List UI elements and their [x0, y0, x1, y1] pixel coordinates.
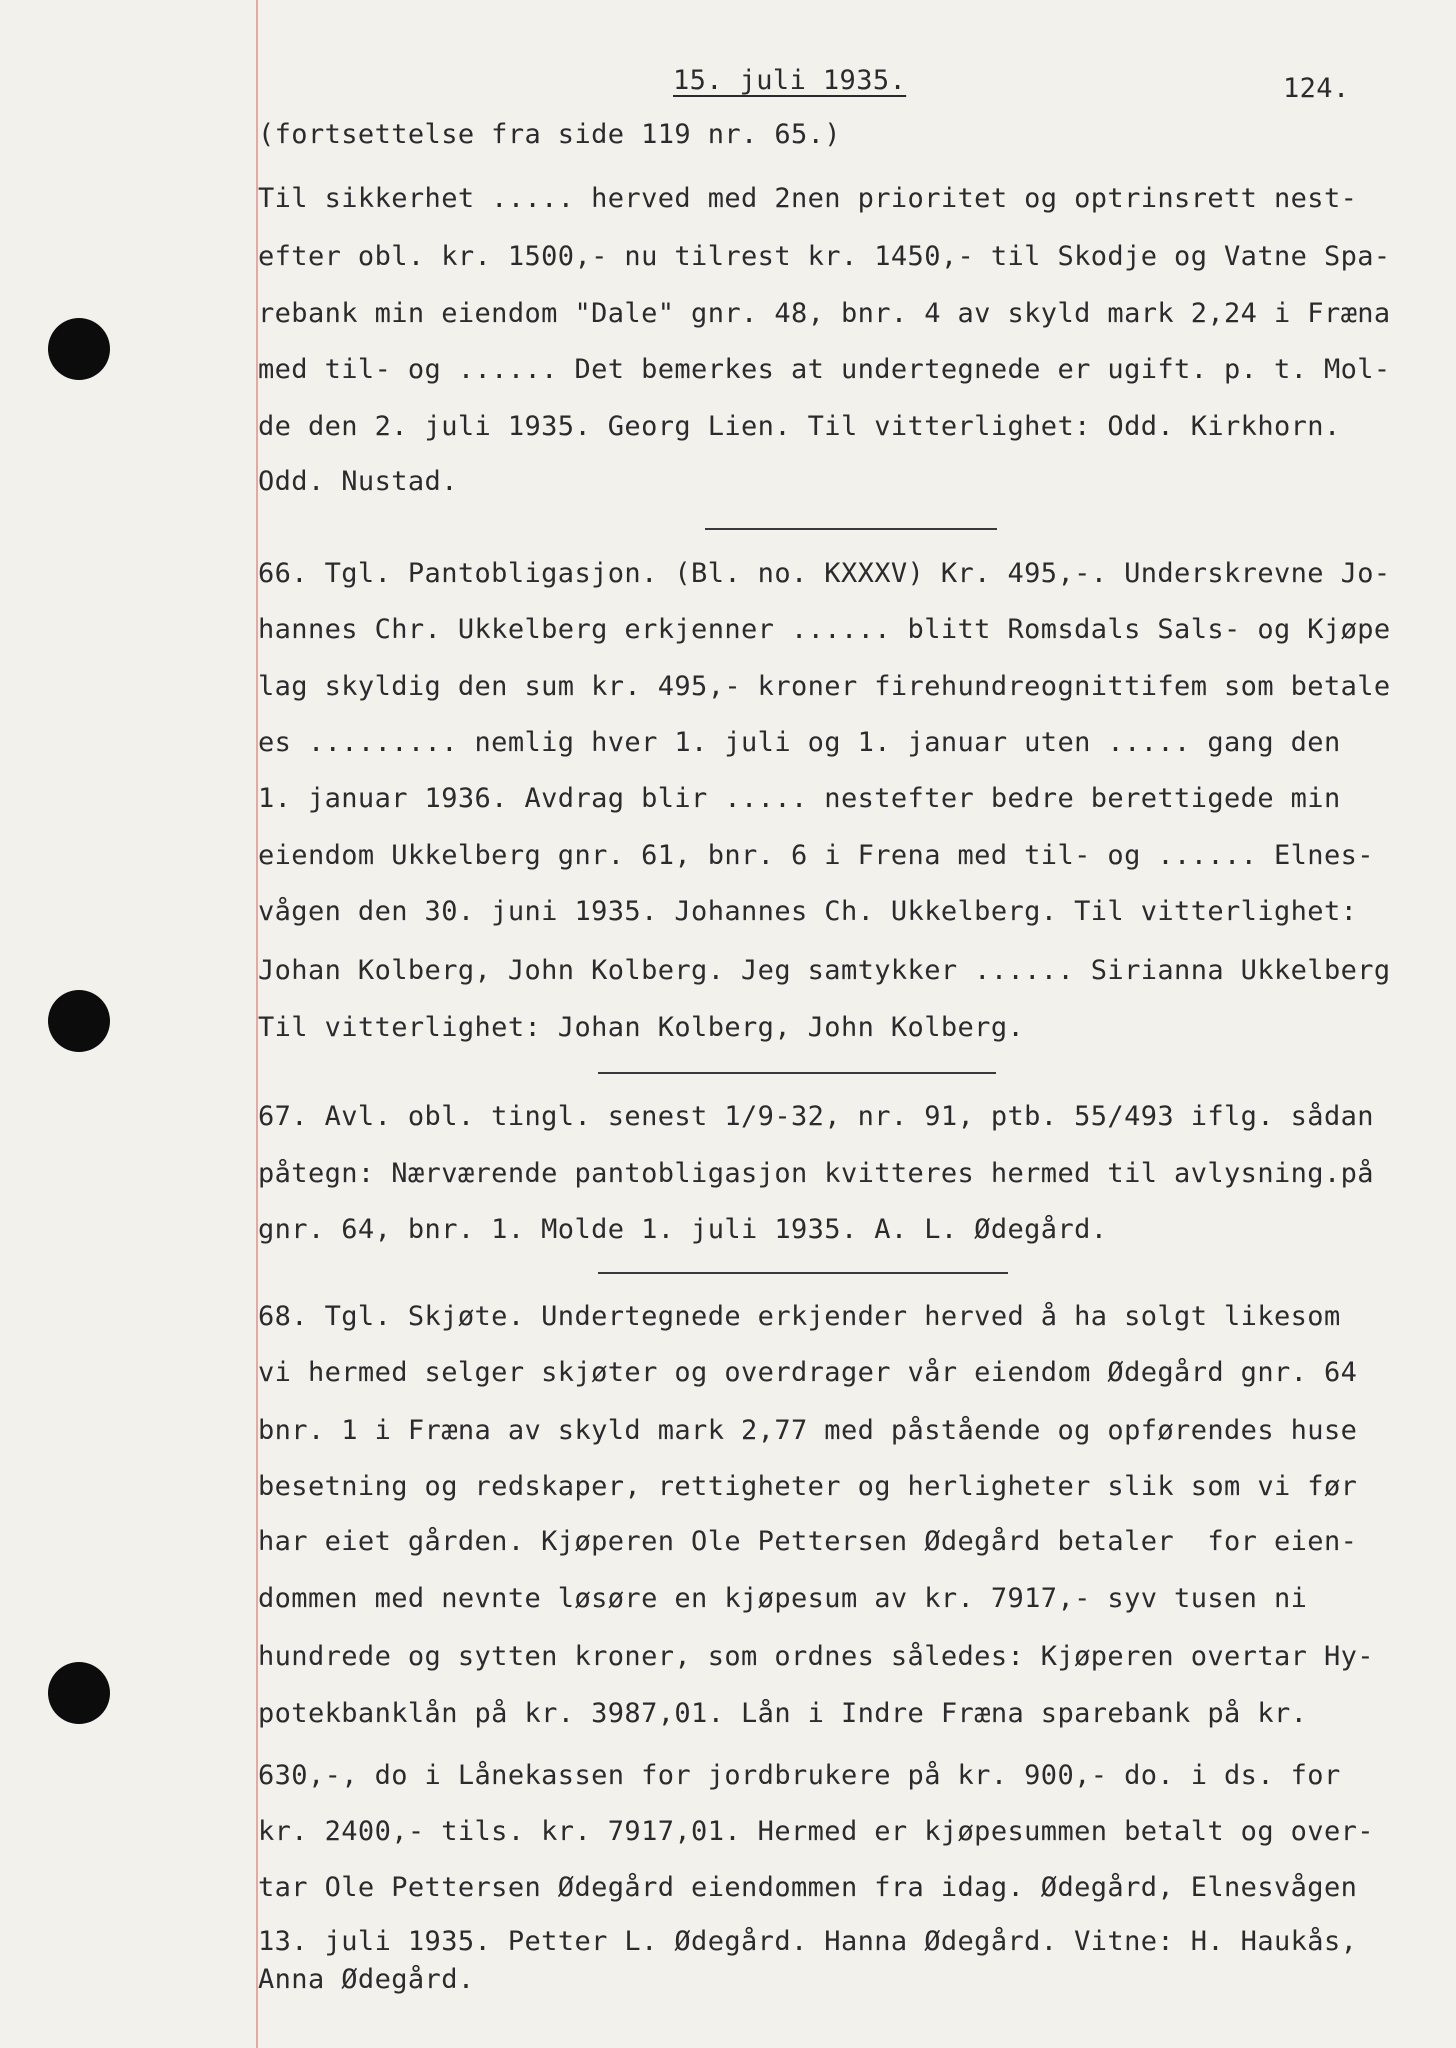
punch-hole [48, 1662, 110, 1724]
text-line: har eiet gården. Kjøperen Ole Pettersen Ødegård betaler for eien- [258, 1526, 1358, 1557]
text-line: vi hermed selger skjøter og overdrager vår eiendom Ødegård gnr. 64 [258, 1357, 1358, 1388]
text-line: de den 2. juli 1935. Georg Lien. Til vitterlighet: Odd. Kirkhorn. [258, 411, 1341, 442]
text-line: Til sikkerhet ..... herved med 2nen prioritet og optrinsrett nest- [258, 183, 1358, 214]
text-line: hundrede og sytten kroner, som ordnes således: Kjøperen overtar Hy- [258, 1641, 1374, 1672]
text-line: kr. 2400,- tils. kr. 7917,01. Hermed er kjøpesummen betalt og over- [258, 1816, 1374, 1847]
text-line: 67. Avl. obl. tingl. senest 1/9-32, nr. 91, ptb. 55/493 iflg. sådan [258, 1101, 1374, 1132]
text-line: dommen med nevnte løsøre en kjøpesum av kr. 7917,- syv tusen ni [258, 1583, 1308, 1614]
text-line: rebank min eiendom "Dale" gnr. 48, bnr. 4 av skyld mark 2,24 i Fræna [258, 298, 1391, 329]
text-line: eiendom Ukkelberg gnr. 61, bnr. 6 i Frena med til- og ...... Elnes- [258, 840, 1374, 871]
text-line: vågen den 30. juni 1935. Johannes Ch. Ukkelberg. Til vitterlighet: [258, 896, 1358, 927]
text-line: 630,-, do i Lånekassen for jordbrukere på kr. 900,- do. i ds. for [258, 1760, 1341, 1791]
text-line: Anna Ødegård. [258, 1964, 475, 1995]
text-line: besetning og redskaper, rettigheter og herligheter slik som vi før [258, 1471, 1358, 1502]
text-line: 13. juli 1935. Petter L. Ødegård. Hanna Ødegård. Vitne: H. Haukås, [258, 1926, 1358, 1957]
text-line: lag skyldig den sum kr. 495,- kroner firehundreognittifem som betale [258, 671, 1391, 702]
page-date: 15. juli 1935. [673, 65, 907, 96]
text-line: hannes Chr. Ukkelberg erkjenner ...... blitt Romsdals Sals- og Kjøpe [258, 614, 1391, 645]
text-line: gnr. 64, bnr. 1. Molde 1. juli 1935. A. L. Ødegård. [258, 1214, 1108, 1245]
text-line: Til vitterlighet: Johan Kolberg, John Kolberg. [258, 1012, 1025, 1043]
text-line: med til- og ...... Det bemerkes at undertegnede er ugift. p. t. Mol- [258, 354, 1391, 385]
text-line: tar Ole Pettersen Ødegård eiendommen fra idag. Ødegård, Elnesvågen [258, 1872, 1358, 1903]
text-line: bnr. 1 i Fræna av skyld mark 2,77 med påstående og opførendes huse [258, 1415, 1358, 1446]
text-line: (fortsettelse fra side 119 nr. 65.) [258, 119, 841, 150]
text-line: potekbanklån på kr. 3987,01. Lån i Indre Fræna sparebank på kr. [258, 1698, 1308, 1729]
text-line: Johan Kolberg, John Kolberg. Jeg samtykker ...... Sirianna Ukkelberg [258, 955, 1391, 986]
section-separator [598, 1072, 996, 1074]
text-line: påtegn: Nærværende pantobligasjon kvitteres hermed til avlysning.på [258, 1158, 1374, 1189]
section-separator [598, 1272, 1008, 1274]
text-line: es ......... nemlig hver 1. juli og 1. januar uten ..... gang den [258, 727, 1341, 758]
text-line: 68. Tgl. Skjøte. Undertegnede erkjender herved å ha solgt likesom [258, 1301, 1341, 1332]
page-number: 124. [1283, 73, 1350, 104]
section-separator [705, 528, 997, 530]
text-line: efter obl. kr. 1500,- nu tilrest kr. 1450,- til Skodje og Vatne Spa- [258, 241, 1391, 272]
text-line: 66. Tgl. Pantobligasjon. (Bl. no. KXXXV) Kr. 495,-. Underskrevne Jo- [258, 558, 1391, 589]
text-line: 1. januar 1936. Avdrag blir ..... nestefter bedre berettigede min [258, 783, 1341, 814]
punch-hole [48, 990, 110, 1052]
text-line: Odd. Nustad. [258, 466, 458, 497]
punch-hole [48, 318, 110, 380]
